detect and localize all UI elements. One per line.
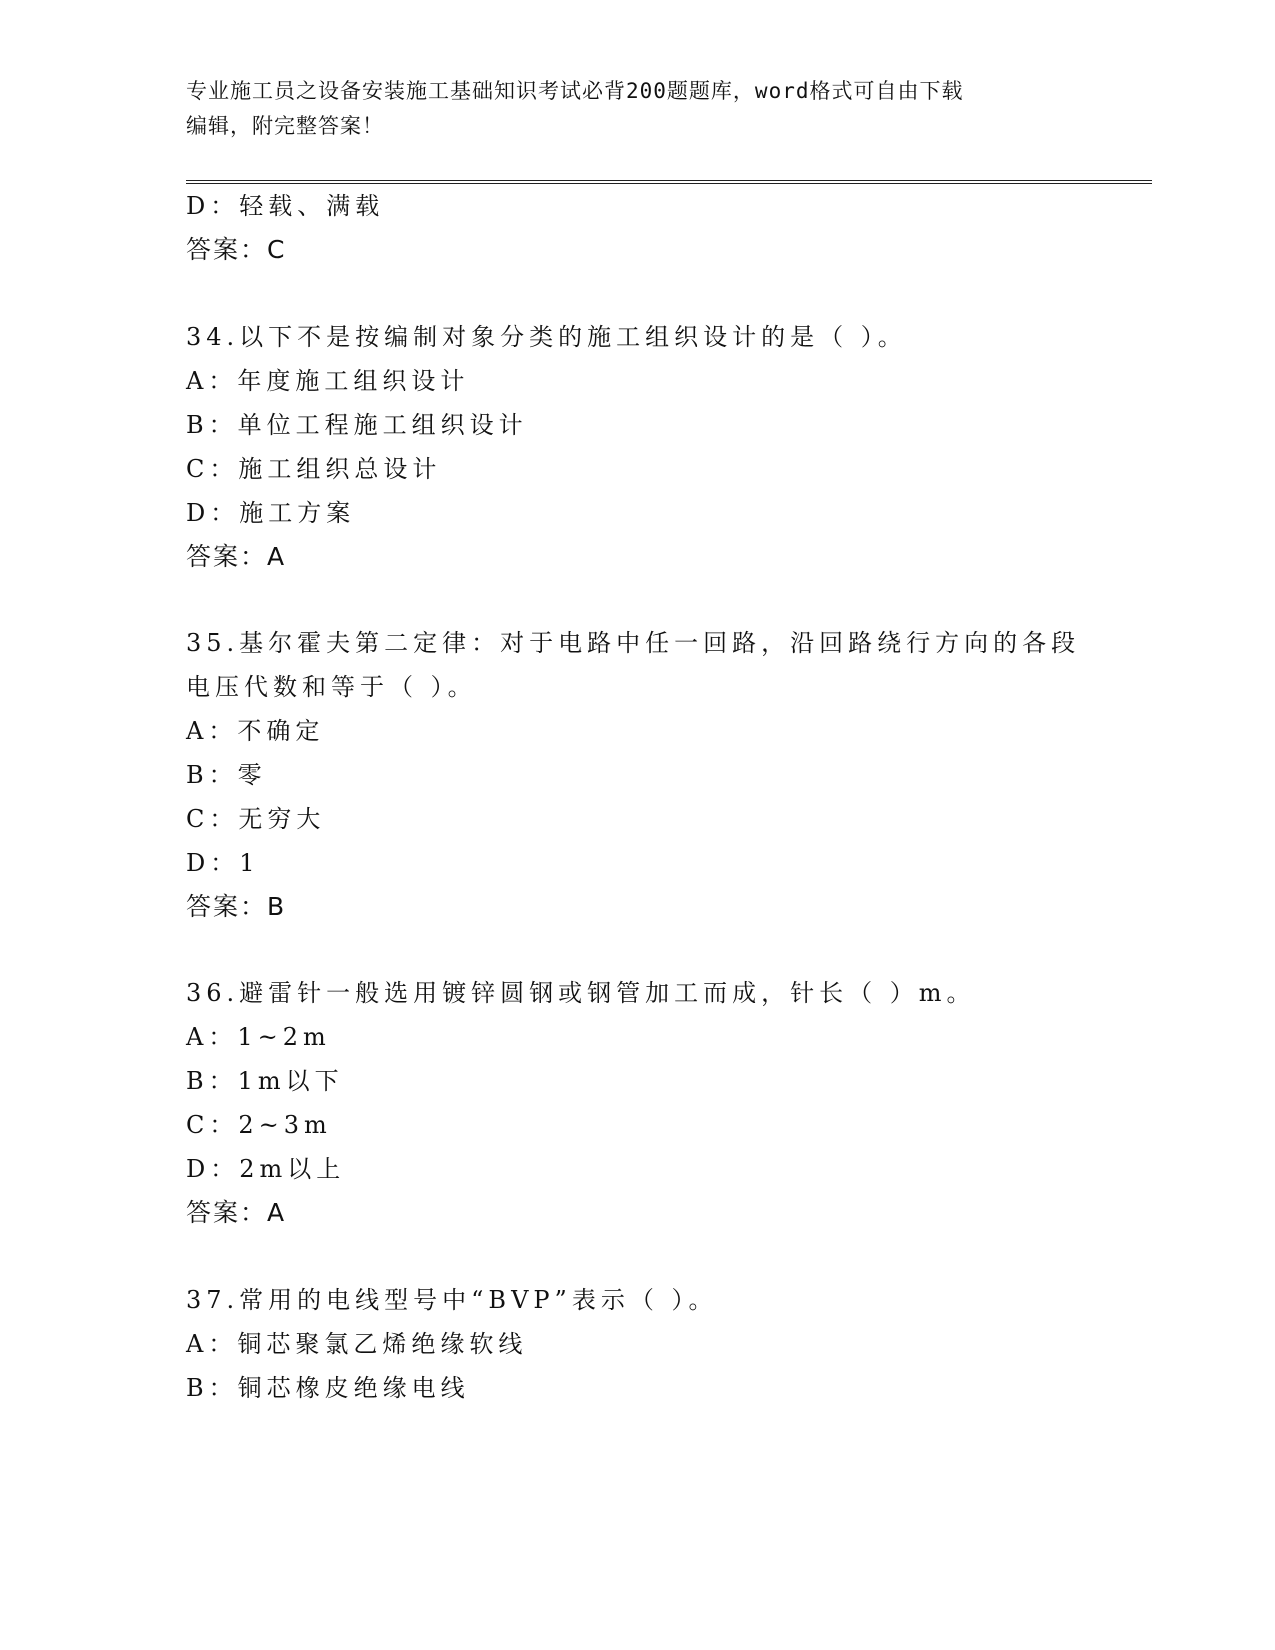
question-34-option-a: A：年度施工组织设计 — [186, 367, 470, 395]
question-35-option-d: D：1 — [186, 849, 260, 877]
question-34-option-b: B：单位工程施工组织设计 — [186, 411, 528, 439]
question-34-option-d: D：施工方案 — [186, 499, 356, 527]
question-34-option-c: C：施工组织总设计 — [186, 455, 442, 483]
header-divider-bottom — [186, 183, 1152, 184]
option-d: D：轻载、满载 — [186, 192, 385, 220]
question-35-option-b: B：零 — [186, 761, 267, 789]
question-37-option-a: A：铜芯聚氯乙烯绝缘软线 — [186, 1330, 528, 1358]
question-34-stem: 34.以下不是按编制对象分类的施工组织设计的是（ ）。 — [186, 323, 907, 351]
question-36-option-a: A：1~2m — [186, 1023, 331, 1051]
question-37-option-b: B：铜芯橡皮绝缘电线 — [186, 1374, 470, 1402]
question-36-stem: 36.避雷针一般选用镀锌圆钢或钢管加工而成，针长（ ）m。 — [186, 979, 976, 1007]
answer-label: 答案：C — [186, 235, 287, 264]
question-37-stem: 37.常用的电线型号中“BVP”表示（ ）。 — [186, 1286, 718, 1314]
header-divider-top — [186, 180, 1152, 181]
question-35-option-c: C：无穷大 — [186, 805, 326, 833]
header-line-2: 编辑，附完整答案！ — [186, 114, 384, 138]
question-36-answer: 答案：A — [186, 1198, 287, 1227]
question-36-option-c: C：2~3m — [186, 1111, 332, 1139]
question-36-option-b: B：1m以下 — [186, 1067, 344, 1095]
question-34-answer: 答案：A — [186, 542, 287, 571]
document-header — [186, 74, 1086, 144]
question-36-option-d: D：2m以上 — [186, 1155, 346, 1183]
header-line-1: 专业施工员之设备安装施工基础知识考试必背200题题库，word格式可自由下载 — [186, 79, 964, 103]
question-35-option-a: A：不确定 — [186, 717, 325, 745]
question-35-stem-line-2: 电压代数和等于（ ）。 — [186, 673, 477, 701]
question-35-stem-line-1: 35.基尔霍夫第二定律：对于电路中任一回路，沿回路绕行方向的各段 — [186, 629, 1081, 657]
question-35-answer: 答案：B — [186, 892, 287, 921]
